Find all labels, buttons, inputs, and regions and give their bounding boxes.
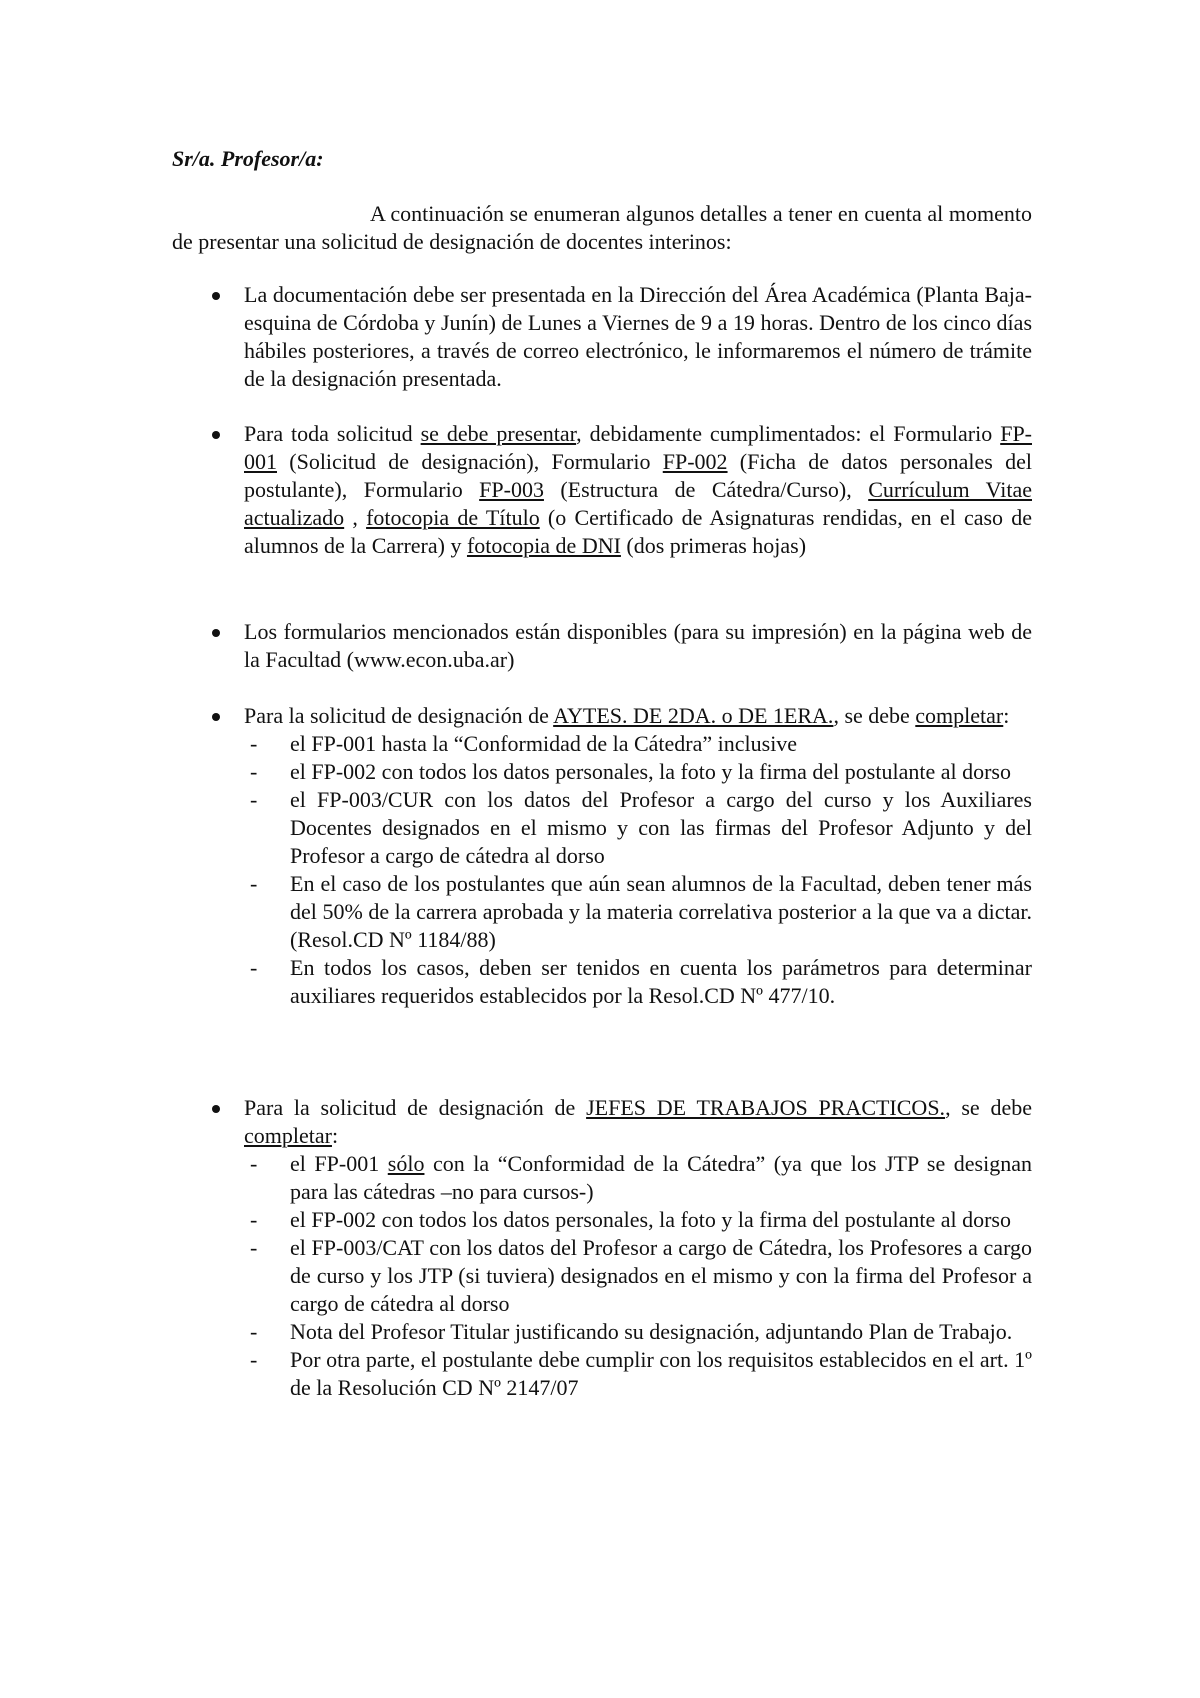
list-item [244, 730, 1032, 758]
form-fp002-ref: FP-002 [662, 449, 728, 474]
bullet-text [244, 420, 1032, 560]
dash-marker: - [250, 787, 258, 812]
list-item [244, 870, 1032, 954]
list-item [244, 786, 1032, 870]
text-run: , se debe [945, 1095, 1032, 1120]
bullet-icon [212, 629, 220, 637]
sub-list [244, 1150, 1032, 1402]
underlined-text: completar [915, 703, 1004, 728]
dash-marker: - [250, 759, 258, 784]
text-run: (dos primeras hojas) [620, 533, 807, 558]
bullet-icon [212, 1105, 220, 1113]
text-run: (o Certificado de Asignaturas rendidas, en el caso de alumnos de la Carrera) y [244, 505, 1032, 558]
form-fp003-ref: FP-003 [479, 477, 544, 502]
dash-marker: - [250, 731, 258, 756]
list-item [244, 1150, 1032, 1206]
text-run: , debidamente cumplimentados: el Formulario [576, 421, 1001, 446]
dash-marker: - [250, 1235, 258, 1260]
text-run: Para toda solicitud [244, 421, 421, 446]
list-item-text: En el caso de los postulantes que aún sean alumnos de la Facultad, deben tener más del 50% de la carrera aprobada y la materia correlativa posterior a la que va a dictar.(Resol.CD Nº 1184/88) [290, 871, 1032, 952]
list-item-text: En todos los casos, deben ser tenidos en cuenta los parámetros para determinar auxiliares requeridos establecidos por la Resol.CD Nº 477/10. [290, 955, 1032, 1008]
text-run: : [1003, 703, 1010, 728]
bullet-icon [212, 431, 220, 439]
bullet-item-aytes [172, 702, 1032, 1010]
text-run: , [344, 505, 367, 530]
list-item-text: el FP-002 con todos los datos personales, la foto y la firma del postulante al dorso [290, 759, 1011, 784]
list-item-text: Nota del Profesor Titular justificando su designación, adjuntando Plan de Trabajo. [290, 1319, 1013, 1344]
list-item [244, 1234, 1032, 1318]
underlined-text: AYTES. DE 2DA. o DE 1ERA. [553, 703, 834, 728]
text-run: Para la solicitud de designación de [244, 1095, 587, 1120]
list-item [244, 758, 1032, 786]
bullet-item-forms-website [172, 618, 1032, 674]
text-run: , se debe [833, 703, 916, 728]
bullet-text: La documentación debe ser presentada en la Dirección del Área Académica (Planta Baja-esquina de Córdoba y Junín) de Lunes a Viernes de 9 a 19 horas. Dentro de los cinco días hábiles posteriores, a través de correo electrónico, le informaremos el número de trámite de la designación presentada. [244, 282, 1032, 391]
dash-marker: - [250, 955, 258, 980]
text-run: el FP-001 [290, 1151, 388, 1176]
list-item-text: Por otra parte, el postulante debe cumplir con los requisitos establecidos en el art. 1º de la Resolución CD Nº 2147/07 [290, 1347, 1032, 1400]
bullet-item-required-documents [172, 420, 1032, 560]
bullet-icon [212, 713, 220, 721]
list-item-text: el FP-003/CAT con los datos del Profesor a cargo de Cátedra, los Profesores a cargo de curso y los JTP (si tuviera) designados en el mismo y con la firma del Profesor a cargo de cátedra al dorso [290, 1235, 1032, 1316]
bullet-text [244, 702, 1032, 730]
list-item [244, 1318, 1032, 1346]
dash-marker: - [250, 1347, 258, 1372]
list-item [244, 954, 1032, 1010]
text-run: (Solicitud de designación), Formulario [277, 449, 663, 474]
list-item [244, 1346, 1032, 1402]
bullet-text [244, 1094, 1032, 1150]
greeting: Sr/a. Profesor/a: [172, 146, 324, 171]
dash-marker: - [250, 1151, 258, 1176]
cv-ref: Currículum Vitae actualizado [244, 477, 1032, 530]
bullet-item-jtp [172, 1094, 1032, 1402]
dni-copy-ref: fotocopia de DNI [466, 533, 621, 558]
text-run: (Estructura de Cátedra/Curso), [543, 477, 869, 502]
underlined-text: JEFES DE TRABAJOS PRACTICOS. [586, 1095, 946, 1120]
title-copy-ref: fotocopia de Título [366, 505, 540, 530]
underlined-text: completar [244, 1123, 332, 1148]
text-run: Para la solicitud de designación de [244, 703, 554, 728]
text-run: (Ficha de datos personales del postulante), Formulario [244, 449, 1032, 502]
bullet-text: Los formularios mencionados están disponibles (para su impresión) en la página web de la Facultad (www.econ.uba.ar) [244, 619, 1032, 672]
dash-marker: - [250, 1207, 258, 1232]
underlined-text: sólo [387, 1151, 425, 1176]
intro-text: A continuación se enumeran algunos detalles a tener en cuenta al momento de presentar una solicitud de designación de docentes interinos: [172, 201, 1032, 254]
bullet-item-location [172, 281, 1032, 393]
text-run: con la “Conformidad de la Cátedra” (ya que los JTP se designan para las cátedras –no para cursos-) [290, 1151, 1032, 1204]
intro-paragraph [172, 200, 1032, 256]
sub-list [244, 730, 1032, 1010]
bullet-icon [212, 292, 220, 300]
form-fp001-ref: FP-001 [244, 421, 1032, 474]
list-item-text: el FP-002 con todos los datos personales, la foto y la firma del postulante al dorso [290, 1207, 1011, 1232]
underlined-text: se debe presentar [420, 421, 577, 446]
dash-marker: - [250, 1319, 258, 1344]
list-item-text: el FP-003/CUR con los datos del Profesor a cargo del curso y los Auxiliares Docentes designados en el mismo y con las firmas del Profesor Adjunto y del Profesor a cargo de cátedra al dorso [290, 787, 1032, 868]
list-item [244, 1206, 1032, 1234]
list-item-text: el FP-001 hasta la “Conformidad de la Cátedra” inclusive [290, 731, 798, 756]
text-run: : [331, 1123, 339, 1148]
dash-marker: - [250, 871, 258, 896]
